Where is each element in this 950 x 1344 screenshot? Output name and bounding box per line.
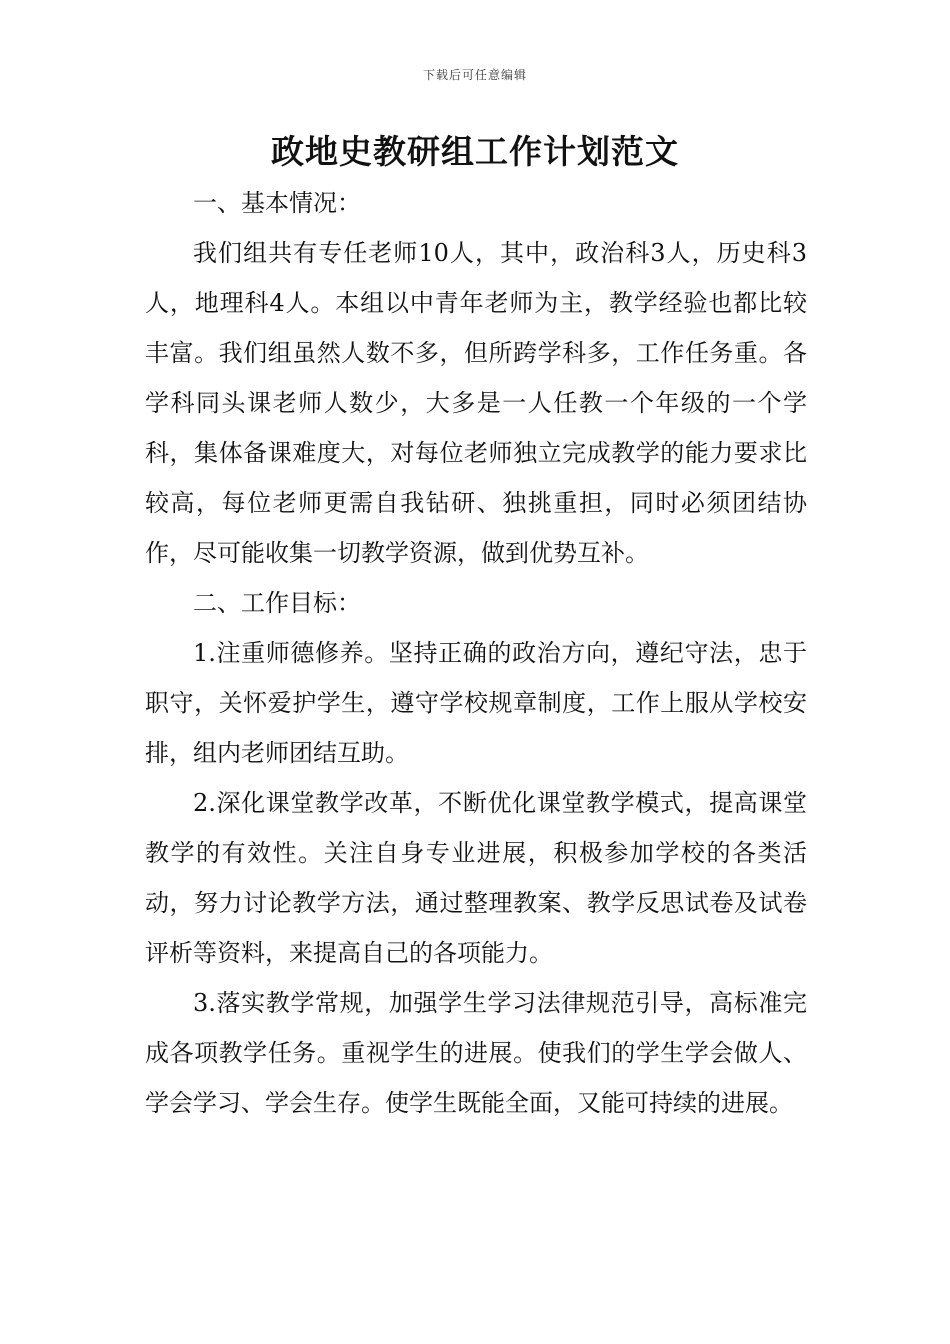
paragraph-basic-situation: 我们组共有专任老师10人，其中，政治科3人，历史科3人，地理科4人。本组以中青年老师为主，教学经验也都比较丰富。我们组虽然人数不多，但所跨学科多，工作任务重。各学科同头课老师人数少，大多是一人任教一个年级的一个学科，集体备课难度大，对每位老师独立完成教学的能力要求比较高，每位老师更需自我钻研、独挑重担，同时必须团结协作，尽可能收集一切教学资源，做到优势互补。 — [145, 239, 807, 567]
paragraph-goal-2: 2.深化课堂教学改革，不断优化课堂教学模式，提高课堂教学的有效性。关注自身专业进展，积极参加学校的各类活动，努力讨论教学方法，通过整理教案、教学反思试卷及试卷评析等资料，来提高自己的各项能力。 — [145, 789, 807, 967]
document-body — [145, 178, 807, 1128]
paragraph-goal-1: 1.注重师德修养。坚持正确的政治方向，遵纪守法，忠于职守，关怀爱护学生，遵守学校规章制度，工作上服从学校安排，组内老师团结互助。 — [145, 639, 807, 767]
section-heading-basic-situation: 一、基本情况： — [193, 189, 361, 217]
paragraph-goal-3: 3.落实教学常规，加强学生学习法律规范引导，高标准完成各项教学任务。重视学生的进展。使我们的学生学会做人、学会学习、学会生存。使学生既能全面，又能可持续的进展。 — [145, 989, 807, 1117]
header-note: 下载后可任意编辑 — [422, 68, 527, 82]
document-title: 政地史教研组工作计划范文 — [271, 132, 679, 171]
section-heading-work-goals: 二、工作目标： — [193, 589, 361, 617]
